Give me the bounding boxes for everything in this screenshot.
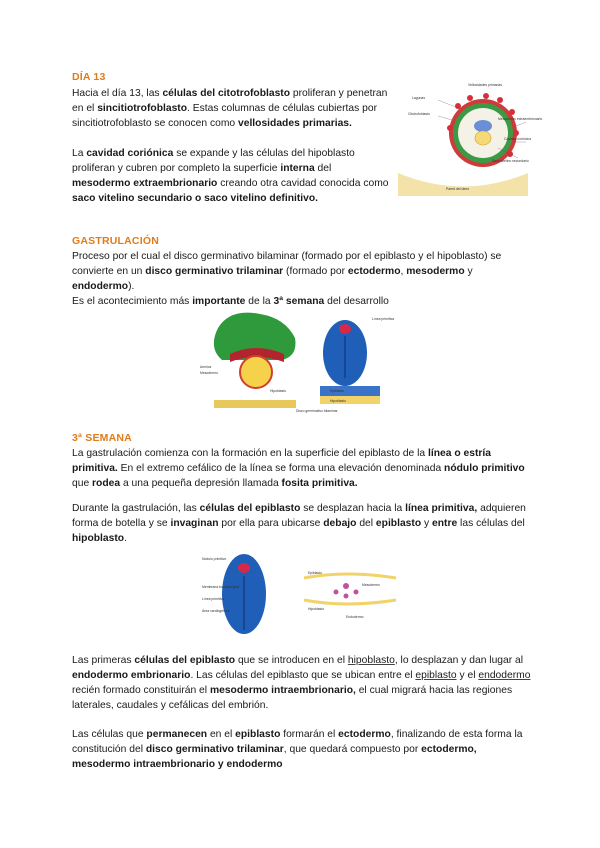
uterine-wall-shape: [398, 173, 528, 196]
text-run: del desarrollo: [324, 296, 389, 307]
text-run: mesodermo: [406, 266, 465, 277]
gastrulacion-heading: GASTRULACIÓN: [72, 235, 159, 247]
text-run: interna: [280, 163, 315, 174]
text-run: . Las células del epiblasto que se ubican entre el: [190, 670, 416, 681]
text-run: hipoblasto: [72, 533, 125, 544]
text-run: creando otra cavidad conocida como: [217, 178, 389, 189]
text-run: Es el acontecimiento más: [72, 296, 193, 307]
invaginating-cells: [334, 583, 359, 599]
fig1-label: Mesodermo extraembrionario: [498, 117, 543, 121]
text-run: , que quedará compuesto por: [283, 744, 422, 755]
text-run: epiblasto: [375, 518, 422, 529]
text-run: epiblasto: [235, 729, 281, 740]
gastrulation-figure: [200, 308, 405, 413]
text-run: saco vitelino secundario o saco vitelino definitivo.: [72, 193, 319, 204]
text-run: las células del: [457, 518, 525, 529]
fig3-label: Área cardiogénica: [202, 609, 230, 613]
fig3-label: Nódulo primitivo: [202, 557, 227, 561]
fig2-label: Hipoblasto: [270, 389, 287, 393]
text-run: de la: [245, 296, 274, 307]
primitive-node: [238, 563, 250, 573]
text-run: debajo: [323, 518, 357, 529]
semana3-paragraph-3: [72, 653, 534, 713]
dia13-paragraph-2: [72, 146, 390, 206]
semana3-paragraph-2: [72, 501, 534, 546]
semana3-paragraph-4: [72, 727, 534, 772]
text-run: recién formado constituirán el: [72, 685, 210, 696]
text-run: y: [421, 518, 432, 529]
fig1-label: Lagunas: [412, 96, 426, 100]
text-run: y: [464, 266, 473, 277]
gastrulacion-paragraph-1: [72, 249, 534, 294]
fig3-label: Endodermo: [346, 615, 364, 619]
text-run: sincitiotrofoblasto: [97, 103, 188, 114]
fig3-label: Hipoblasto: [308, 607, 325, 611]
text-run: en el: [207, 729, 236, 740]
text-run: formarán el: [280, 729, 339, 740]
fig2-label: Epiblasto: [330, 389, 344, 393]
text-run: ectodermo: [338, 729, 391, 740]
text-run: por ella para ubicarse: [218, 518, 324, 529]
fig1-label: Pared del útero: [446, 187, 470, 191]
text-run: proliferan y penetran en el: [72, 88, 388, 114]
text-run: células del epiblasto: [199, 503, 301, 514]
text-run: vellosidades primarias.: [237, 118, 352, 129]
text-run: que: [72, 478, 93, 489]
text-run: Hacia el día 13, las: [72, 88, 163, 99]
text-run: Las células que: [72, 729, 147, 740]
text-run: ectodermo, mesodermo intraembrionario y endodermo: [72, 744, 477, 770]
yolk-sac: [240, 356, 272, 388]
text-run: Proceso por el cual el disco germinativo bilaminar (formado por el epiblasto y el hipoblasto) se convierte en un: [72, 251, 502, 277]
fig1-label: Saco vitelino secundario: [492, 159, 529, 163]
amniotic-cavity: [474, 120, 492, 132]
text-run: mesodermo extraembrionario: [72, 178, 218, 189]
text-run: , finalizando de esta forma la constitución del: [72, 729, 523, 755]
hypoblast-arc: [304, 600, 396, 604]
text-run: ).: [128, 281, 135, 292]
hypoblast-band: [320, 396, 380, 404]
text-run: se desplazan hacia la: [300, 503, 406, 514]
bilaminar-strip: [214, 400, 296, 408]
text-run: , lo desplazan y dan lugar al: [394, 655, 524, 666]
text-run: 3ª semana: [273, 296, 325, 307]
text-run: el cual migrará hacia las regiones laterales, caudales y cefálicas del embrión.: [72, 685, 513, 711]
text-run: epiblasto: [415, 670, 457, 681]
semana3-paragraph-1: [72, 446, 534, 491]
text-run: hipoblasto: [347, 655, 395, 666]
secondary-yolk-sac: [475, 131, 491, 145]
fig2-label: Hipoblasto: [330, 399, 347, 403]
text-run: disco germinativo trilaminar: [145, 744, 284, 755]
text-run: nódulo primitivo: [444, 463, 525, 474]
text-run: .: [124, 533, 127, 544]
dia13-paragraph-1: [72, 86, 390, 131]
fig3-label: Mesodermo: [362, 583, 380, 587]
text-run: mesodermo intraembrionario,: [209, 685, 356, 696]
text-run: importante: [192, 296, 246, 307]
fig3-label: Línea primitiva: [202, 597, 225, 601]
text-run: cavidad coriónica: [86, 148, 174, 159]
text-run: endodermo: [478, 670, 531, 681]
text-run: Las primeras: [72, 655, 135, 666]
fig2-label: Mesodermo: [200, 371, 218, 375]
text-run: invaginan: [170, 518, 219, 529]
text-run: y el: [456, 670, 479, 681]
fig1-label: Citotrofoblasto: [408, 112, 430, 116]
text-run: ,: [400, 266, 407, 277]
gastrulacion-paragraph-2: [72, 294, 534, 309]
text-run: a una pequeña depresión llamada: [120, 478, 282, 489]
text-run: Durante la gastrulación, las: [72, 503, 200, 514]
fig2-label: Disco germinativo bilaminar: [296, 409, 338, 413]
text-run: (formado por: [283, 266, 348, 277]
text-run: línea primitiva,: [405, 503, 478, 514]
text-run: endodermo embrionario: [72, 670, 191, 681]
primitive-node: [339, 324, 351, 334]
text-run: ectodermo: [347, 266, 401, 277]
fig1-label: Cavidad coriónica: [504, 137, 531, 141]
fig2-label: Amnios: [200, 365, 212, 369]
fig3-label: Epiblasto: [308, 571, 322, 575]
text-run: línea o estría primitiva.: [72, 448, 491, 474]
text-run: disco germinativo trilaminar: [145, 266, 284, 277]
fig1-label: Vellosidades primarias: [468, 83, 502, 87]
text-run: que se introducen en el: [235, 655, 348, 666]
text-run: rodea: [92, 478, 121, 489]
text-run: fosita primitiva.: [281, 478, 358, 489]
fig3-label: Membrana bucofaríngea: [202, 585, 239, 589]
chorionic-cavity-figure: [398, 78, 543, 196]
primitive-streak-figure: [196, 548, 406, 640]
fig2-label: Línea primitiva: [372, 317, 395, 321]
text-run: La gastrulación comienza con la formación en la superficie del epiblasto de la: [72, 448, 429, 459]
text-run: se expande y las células del hipoblasto proliferan y cubren por completo la superficie: [72, 148, 355, 174]
text-run: células del epiblasto: [134, 655, 236, 666]
text-run: células del citotrofoblasto: [162, 88, 291, 99]
text-run: del: [356, 518, 376, 529]
text-run: En el extremo cefálico de la línea se forma una elevación denominada: [117, 463, 445, 474]
semana3-heading: 3ª SEMANA: [72, 432, 132, 444]
text-run: adquieren forma de botella y se: [72, 503, 526, 529]
text-run: endodermo: [72, 281, 129, 292]
dia13-heading: DÍA 13: [72, 71, 106, 83]
text-run: . Estas columnas de células cubiertas por sincitiotrofoblasto se conocen como: [72, 103, 378, 129]
text-run: La: [72, 148, 87, 159]
text-run: entre: [432, 518, 458, 529]
text-run: permanecen: [146, 729, 208, 740]
text-run: del: [314, 163, 332, 174]
